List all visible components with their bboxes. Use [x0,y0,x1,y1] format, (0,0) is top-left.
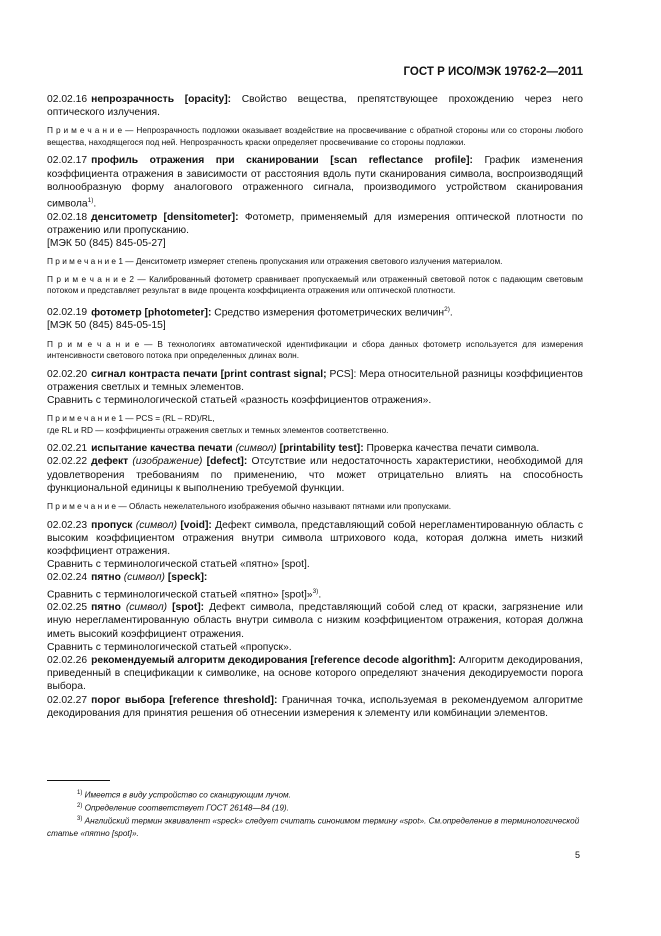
note: П р и м е ч а н и е 1 — Денситометр измеряет степень пропускания или отражения светового излучения материалом. [47,256,503,267]
note-line: где RL и RD — коэффициенты отражения светлых и темных элементов соответственно. [47,424,389,435]
term-reference: [МЭК 50 (845) 845-05-15] [47,320,166,332]
note: П р и м е ч а н и е — В технологиях автоматической идентификации и сбора данных фотометр используется для измерения интенсивности светового потока при определенных длинах волн. [47,338,583,361]
footnote: $^{3)}$ Английский термин эквивалент «speck» следует считать синонимом термину «spot». См.определение в терминологической статье «пятно [spot]». [47,816,580,838]
note: П р и м е ч а н и е — Непрозрачность подложки оказывает воздействие на просвечивание с обратной стороны или со стороны любого вещества, находящегося под ней. Непрозрачность краски определяет просвечивание со стороны подложки. [47,125,583,147]
term-reference: Сравнить с терминологической статьей «пятно» [spot]. [47,559,310,571]
term-reference: [МЭК 50 (845) 845-05-27] [47,238,166,250]
footnote-divider [47,780,110,781]
term-reference: Сравнить с терминологической статьей «пропуск». [47,641,292,653]
note: П р и м е ч а н и е 1 — PCS = (RL – RD)/RL, [47,413,215,424]
term-entry: 02.02.17 профиль отражения при сканировании [scan reflectance profile]: График изменения коэффициента отражения в зависимости от расстояния вдоль пути сканирования символа, воспроизводящий волнообразную форму аналогового отраженного сигнала, производимого устройством сканирования символа$^{1)}$. [47,155,584,210]
term-entry: 02.02.21 испытание качества печати (символ) [printability test]: Проверка качества печати символа. [47,443,540,455]
term-reference: Сравнить с терминологической статьей «разность коэффициентов отражения». [47,394,432,406]
term-entry: 02.02.19 фотометр [photometer]: Средство измерения фотометрических величин$^{2)}$. [47,305,453,319]
term-entry: 02.02.18 денситометр [densitometer]: Фотометр, применяемый для измерения оптической плотности по отражению или пропусканию. [47,211,583,236]
term-reference: Сравнить с терминологической статьей «пятно» [spot]»$^{3)}$. [47,587,322,600]
term-entry: 02.02.16 непрозрачность [opacity]: Свойство вещества, препятствующее прохождению через него оптического излучения. [47,94,583,119]
page-number: 5 [575,850,581,860]
footnote: $^{2)}$ Определение соответствует ГОСТ 26148—84 (19). [77,803,289,813]
term-entry: 02.02.22 дефект (изображение) [defect]: Отсутствие или недостаточность характеристики, необходимой для удовлетворения требованиям по применению, что может отрицательно влиять на способность функциональной единицы к выполнению требуемой функции. [47,456,583,494]
terms-content [47,93,583,720]
footnote: $^{1)}$ Имеется в виду устройство со сканирующим лучом. [77,790,291,800]
note: П р и м е ч а н и е — Область нежелательного изображения обычно называют пятнами или пропусками. [47,501,452,511]
term-entry: 02.02.24 пятно (символ) [speck]: [47,572,208,584]
note: П р и м е ч а н и е 2 — Калиброванный фотометр сравнивает пропускаемый или отраженный световой поток с падающим световым потоком и представляет результат в виде процента коэффициента отражения или оптической плотности. [47,273,583,296]
term-entry: 02.02.25 пятно (символ) [spot]: Дефект символа, представляющий собой след от краски, загрязнение или иную нерегламентированную область внутри символа с низким коэффициентом отражения, которая должна иметь высокий коэффициент отражения. [47,602,584,640]
footnotes [47,788,583,839]
term-entry: 02.02.26 рекомендуемый алгоритм декодирования [reference decode algorithm]: Алгоритм декодирования, приведенный в спецификации к символике, на основе которого определяют значения декодируемости порога выбора. [47,654,583,693]
term-entry: 02.02.27 порог выбора [reference threshold]: Граничная точка, используемая в рекомендуемом алгоритме декодирования для принятия решения об отнесении измерения к элементу или комбинации элементов. [47,694,583,719]
standard-header: ГОСТ Р ИСО/МЭК 19762-2—2011 [403,66,583,78]
term-entry: 02.02.20 сигнал контраста печати [print contrast signal; PCS]: Мера относительной разницы коэффициентов отражения светлых и темных элементов. [47,368,583,393]
term-entry: 02.02.23 пропуск (символ) [void]: Дефект символа, представляющий собой нерегламентированную область с высоким коэффициентом отражения внутри символа штрихового кода, которая должна иметь низкий коэффициент отражения. [47,519,583,557]
